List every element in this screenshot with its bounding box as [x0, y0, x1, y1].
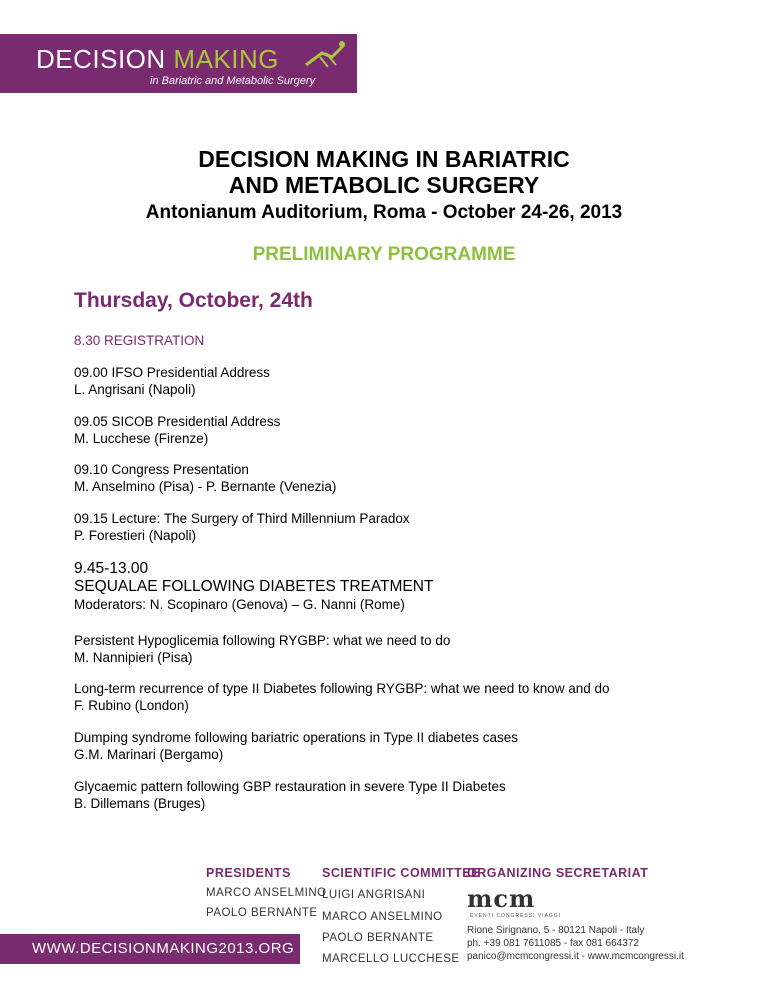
- secretariat-phone: ph. +39 081 7611085 - fax 081 664372: [467, 938, 639, 949]
- banner-word1: DECISION: [36, 44, 166, 74]
- list-item: [74, 778, 506, 812]
- secretariat-heading: ORGANIZING SECRETARIAT: [467, 866, 649, 880]
- entry-speaker: L. Angrisani (Napoli): [74, 382, 196, 397]
- committee-name: MARCO ANSELMINO: [322, 911, 443, 923]
- list-item: [74, 364, 270, 398]
- entry-title: 09.00 IFSO Presidential Address: [74, 365, 270, 380]
- list-item: [74, 680, 610, 714]
- session-time: 9.45-13.00: [74, 560, 149, 577]
- session-block: [74, 560, 433, 613]
- entry-title: 09.10 Congress Presentation: [74, 462, 249, 477]
- venue: Antonianum Auditorium, Roma - October 24-26, 2013: [145, 202, 623, 223]
- entry-speaker: M. Lucchese (Firenze): [74, 431, 209, 446]
- talk-title: Persistent Hypoglicemia following RYGBP: what we need to do: [74, 633, 451, 648]
- talk-title: Dumping syndrome following bariatric operations in Type II diabetes cases: [74, 730, 518, 745]
- list-item: [74, 461, 336, 495]
- title-line2: AND METABOLIC SURGERY: [228, 172, 540, 198]
- entry-speaker: M. Anselmino (Pisa) - P. Bernante (Venezia): [74, 479, 337, 494]
- president-name: PAOLO BERNANTE: [206, 907, 318, 919]
- banner-subtitle: in Bariatric and Metabolic Surgery: [150, 75, 316, 87]
- committee-heading: SCIENTIFIC COMMITTEE: [322, 866, 480, 880]
- session-title: SEQUALAE FOLLOWING DIABETES TREATMENT: [74, 578, 434, 595]
- talk-speaker: M. Nannipieri (Pisa): [74, 650, 193, 665]
- talk-speaker: F. Rubino (London): [74, 698, 189, 713]
- talk-speaker: B. Dillemans (Bruges): [74, 796, 206, 811]
- committee-name: PAOLO BERNANTE: [322, 932, 434, 944]
- banner-word2: MAKING: [173, 44, 279, 74]
- talk-title: Long-term recurrence of type II Diabetes following RYGBP: what we need to know and do: [74, 681, 610, 696]
- mcm-tagline: EVENTI CONGRESSI VIAGGI: [470, 913, 562, 919]
- committee-name: MARCELLO LUCCHESE: [322, 953, 460, 965]
- list-item: [74, 510, 410, 544]
- session-moderators: Moderators: N. Scopinaro (Genova) – G. Nanni (Rome): [74, 597, 405, 612]
- surgeon-figure-icon: [302, 39, 350, 71]
- entry-title: 09.15 Lecture: The Surgery of Third Millennium Paradox: [74, 511, 410, 526]
- day-heading: Thursday, October, 24th: [74, 289, 313, 312]
- event-banner: [0, 34, 357, 93]
- registration-entry: 8.30 REGISTRATION: [74, 333, 205, 348]
- programme-label: PRELIMINARY PROGRAMME: [252, 244, 516, 265]
- title-line1: DECISION MAKING IN BARIATRIC: [198, 146, 570, 172]
- committee-name: LUIGI ANGRISANI: [322, 889, 426, 901]
- mcm-logo: mcm: [467, 884, 536, 913]
- talk-title: Glycaemic pattern following GBP restauration in severe Type II Diabetes: [74, 779, 506, 794]
- president-name: MARCO ANSELMINO: [206, 887, 327, 899]
- document-title: [0, 146, 768, 198]
- website-link[interactable]: WWW.DECISIONMAKING2013.ORG: [0, 934, 300, 964]
- banner-title: [36, 44, 279, 75]
- list-item: [74, 632, 450, 666]
- secretariat-address: Rione Sirignano, 5 - 80121 Napoli - Italy: [467, 925, 645, 936]
- entry-title: 09.05 SICOB Presidential Address: [74, 414, 281, 429]
- talk-speaker: G.M. Marinari (Bergamo): [74, 747, 224, 762]
- list-item: [74, 413, 280, 447]
- list-item: [74, 729, 518, 763]
- entry-speaker: P. Forestieri (Napoli): [74, 528, 197, 543]
- secretariat-contact: panico@mcmcongressi.it - www.mcmcongressi.it: [467, 951, 684, 962]
- presidents-heading: PRESIDENTS: [206, 866, 291, 880]
